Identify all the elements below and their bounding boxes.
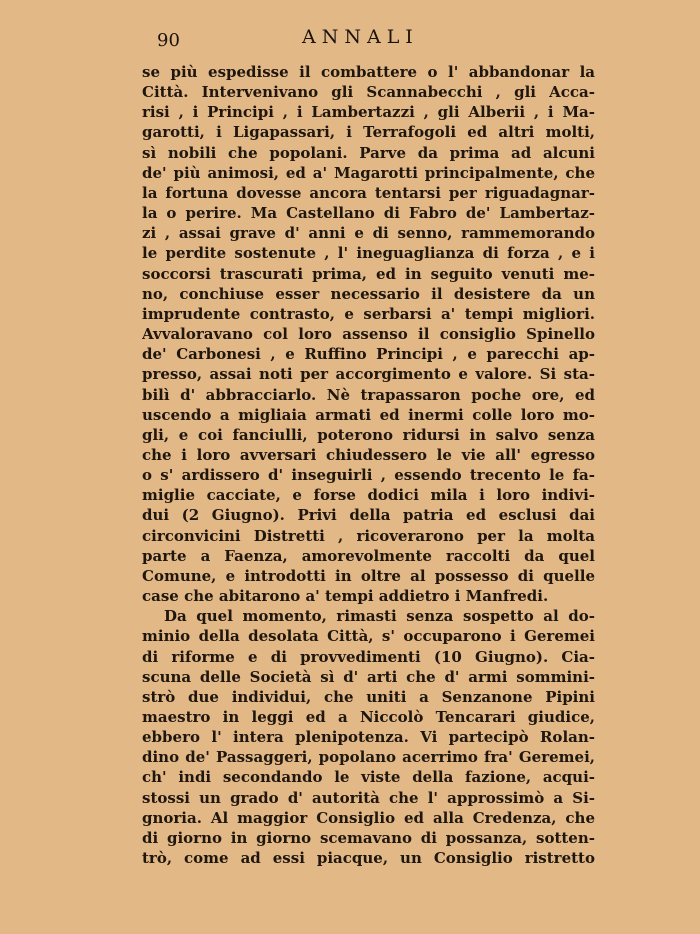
text-line: la o perire. Ma Castellano di Fabro de' Lambertaz- [142,204,595,223]
running-head: ANNALI [302,26,419,48]
text-line: Da quel momento, rimasti senza sospetto al do- [164,607,595,626]
text-line: presso, assai noti per accorgimento e valore. Si sta- [142,365,595,384]
text-line: garotti, i Ligapassari, i Terrafogoli ed altri molti, [142,123,595,142]
text-line: di giorno in giorno scemavano di possanza, sotten- [142,828,595,847]
text-line: se più espedisse il combattere o l' abbandonar la [142,63,595,81]
text-line: uscendo a migliaia armati ed inermi colle loro mo- [142,405,595,424]
text-line: le perdite sostenute , l' ineguaglianza di forza , e i [142,244,595,263]
text-line: circonvicini Distretti , ricoverarono per la molta [142,526,595,545]
text-line: imprudente contrasto, e serbarsi a' tempi migliori. [142,304,595,323]
text-line: dui (2 Giugno). Privi della patria ed esclusi dai [142,506,595,525]
text-line: parte a Faenza, amorevolmente raccolti da quel [142,546,595,565]
text-line: Comune, e introdotti in oltre al possesso di quelle [142,566,595,585]
page-number: 90 [157,30,180,51]
text-line: case che abitarono a' tempi addietro i Manfredi. [142,587,549,606]
text-line: dino de' Passaggeri, popolano acerrimo fra' Geremei, [142,748,595,767]
text-line: ebbero l' intera plenipotenza. Vi partecipò Rolan- [142,728,595,747]
text-line: Avvaloravano col loro assenso il consiglio Spinello [142,325,595,344]
text-line: miglie cacciate, e forse dodici mila i loro indivi- [142,486,595,505]
text-line: strò due individui, che uniti a Senzanone Pipini [142,687,595,706]
text-line: Città. Intervenivano gli Scannabecchi , gli Acca- [142,83,595,102]
text-line: minio della desolata Città, s' occuparono i Geremei [142,627,595,646]
text-line: soccorsi trascurati prima, ed in seguito venuti me- [142,264,595,283]
text-line: de' più animosi, ed a' Magarotti principalmente, che [142,163,595,182]
text-line: gnoria. Al maggior Consiglio ed alla Credenza, che [142,808,595,827]
page-header [0,26,700,56]
text-line: sì nobili che popolani. Parve da prima ad alcuni [142,143,595,162]
body-text [142,62,595,868]
text-line: di riforme e di provvedimenti (10 Giugno). Cia- [142,647,595,666]
text-line: ch' indi secondando le viste della fazione, acqui- [142,768,595,787]
text-line: maestro in leggi ed a Niccolò Tencarari giudice, [142,708,595,726]
text-line: no, conchiuse esser necessario il desistere da un [142,284,595,303]
text-line: de' Carbonesi , e Ruffino Principi , e parecchi ap- [142,345,595,364]
text-line: scuna delle Società sì d' arti che d' armi sommini- [142,667,595,686]
text-line: o s' ardissero d' inseguirli , essendo trecento le fa- [142,466,595,485]
text-line: la fortuna dovesse ancora tentarsi per riguadagnar- [142,183,595,202]
text-line: stossi un grado d' autorità che l' approssimò a Si- [142,788,595,807]
text-line: gli, e coi fanciulli, poterono ridursi in salvo senza [142,425,595,444]
text-line: che i loro avversari chiudessero le vie all' egresso [142,445,595,464]
text-line: bilì d' abbracciarlo. Nè trapassaron poche ore, ed [142,385,595,404]
text-line: trò, come ad essi piacque, un Consiglio ristretto [142,849,595,868]
text-line: risi , i Principi , i Lambertazzi , gli Alberii , i Ma- [142,103,595,122]
text-line: zi , assai grave d' anni e di senno, rammemorando [142,224,595,243]
